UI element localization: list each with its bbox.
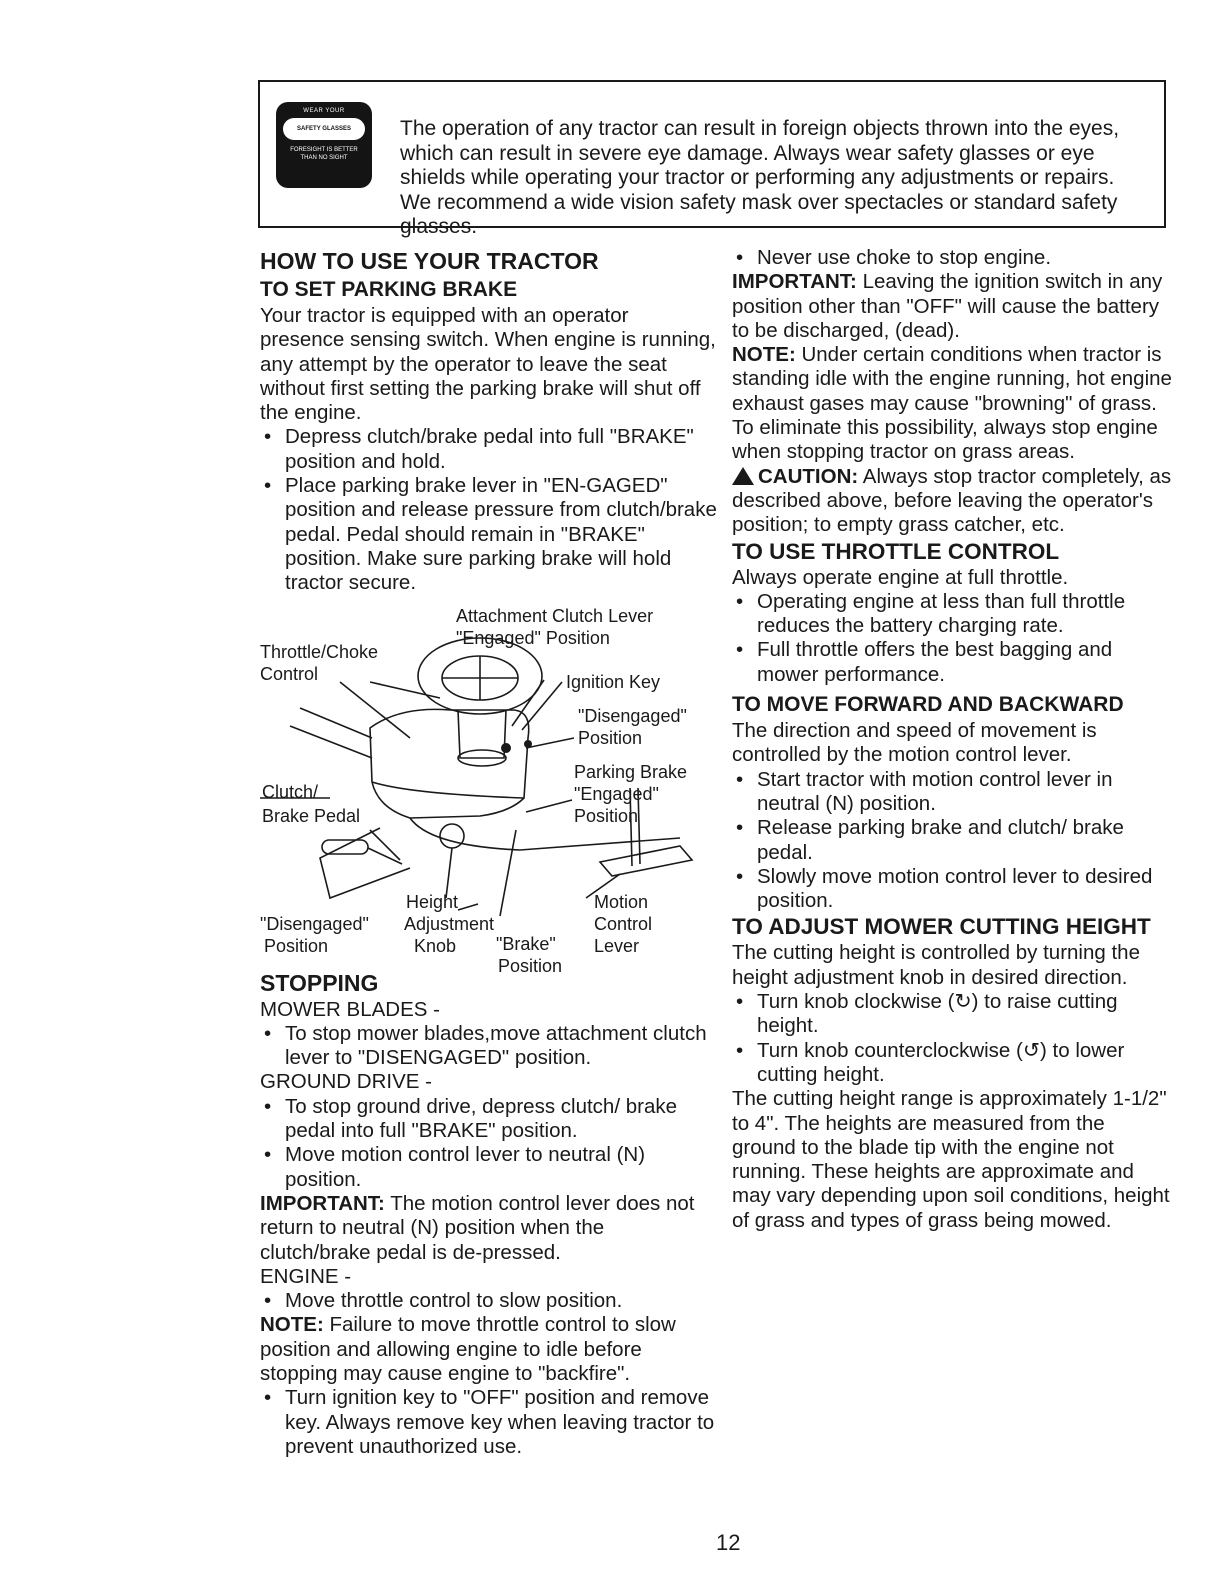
- list-item: • Turn ignition key to "OFF" position and remove key. Always remove key when leaving tractor to prevent unauthorized use.: [260, 1386, 718, 1459]
- list-item: • Never use choke to stop engine.: [732, 246, 1172, 270]
- icon-caption-bottom-line-2: THAN NO SIGHT: [300, 155, 348, 161]
- label-engaged-position: "Engaged" Position: [456, 627, 610, 648]
- list-item: • Turn knob clockwise (↻) to raise cutting height.: [732, 990, 1172, 1039]
- label-ignition-key: Ignition Key: [566, 671, 661, 692]
- safety-glasses-icon: [276, 102, 372, 188]
- ground-drive-steps: [260, 1095, 718, 1192]
- list-item: • Release parking brake and clutch/ brake pedal.: [732, 816, 1172, 865]
- icon-caption-top: WEAR YOUR: [303, 108, 345, 114]
- important-text: Leaving the ignition switch in any position other than "OFF" will cause the battery to be discharged, (dead).: [732, 270, 1163, 342]
- icon-caption-middle: SAFETY GLASSES: [283, 118, 365, 140]
- mower-blades-label: MOWER BLADES -: [260, 997, 440, 1021]
- label-adjustment: Adjustment: [404, 913, 495, 934]
- label-motion-control: Control: [594, 913, 653, 934]
- choke-steps: [732, 246, 1172, 270]
- label-height: Height: [406, 891, 459, 912]
- label-attachment-clutch-lever: Attachment Clutch Lever: [456, 605, 654, 626]
- move-steps: [732, 768, 1172, 914]
- important-note: [732, 270, 1172, 343]
- left-column: [260, 246, 718, 1459]
- engine-note: [260, 1313, 718, 1386]
- label-motion: Motion: [594, 891, 649, 912]
- note-label: NOTE:: [732, 343, 796, 367]
- list-item: • To stop ground drive, depress clutch/ brake pedal into full "BRAKE" position.: [260, 1095, 718, 1144]
- safety-warning-box: [258, 80, 1166, 238]
- ground-drive-label: GROUND DRIVE -: [260, 1070, 432, 1094]
- adjust-height-outro: The cutting height range is approximately 1-1/2" to 4". The heights are measured from the ground to the blade tip with the engine not running. These heights are approximate and may vary depending upon soil conditions, height of grass and types of grass being mowed.: [732, 1087, 1170, 1232]
- label-parking-brake: Parking Brake: [574, 761, 688, 782]
- label-knob: Knob: [414, 935, 457, 956]
- throttle-heading: TO USE THROTTLE CONTROL: [732, 538, 1060, 564]
- label-brake-position: Position: [498, 955, 563, 976]
- list-item: • To stop mower blades,move attachment clutch lever to "DISENGAGED" position.: [260, 1022, 718, 1071]
- caution-note: [732, 465, 1172, 538]
- note-label: NOTE:: [260, 1313, 324, 1337]
- throttle-intro: Always operate engine at full throttle.: [732, 565, 1069, 589]
- list-item: • Full throttle offers the best bagging and mower performance.: [732, 638, 1172, 687]
- engine-label: ENGINE -: [260, 1264, 352, 1288]
- ignition-steps: [260, 1386, 718, 1459]
- note-text: Failure to move throttle control to slow position and allowing engine to idle before stopping may cause engine to "backfire".: [260, 1313, 676, 1386]
- label-control: Control: [260, 663, 319, 684]
- important-label: IMPORTANT:: [732, 270, 857, 294]
- list-item: • Slowly move motion control lever to desired position.: [732, 865, 1172, 914]
- section-title: HOW TO USE YOUR TRACTOR: [260, 248, 599, 274]
- right-column: [732, 246, 1172, 1233]
- list-item: • Depress clutch/brake pedal into full "BRAKE" position and hold.: [260, 425, 718, 474]
- label-bottom-disengaged: "Disengaged": [260, 913, 369, 934]
- parking-brake-heading: TO SET PARKING BRAKE: [260, 278, 518, 301]
- engine-steps: [260, 1289, 718, 1313]
- stopping-heading: STOPPING: [260, 969, 379, 996]
- important-text: The motion control lever does not return to neutral (N) position when the clutch/brake pedal is de-pressed.: [260, 1191, 695, 1264]
- parking-brake-intro: Your tractor is equipped with an operator presence sensing switch. When engine is running, any attempt by the operator to leave the seat without first setting the parking brake will shut off the engine.: [260, 304, 716, 425]
- label-parking-engaged: "Engaged": [574, 783, 659, 804]
- label-clutch: Clutch/: [262, 781, 319, 802]
- icon-caption-bottom: [276, 146, 372, 162]
- adjust-height-intro: The cutting height is controlled by turning the height adjustment knob in desired direction.: [732, 941, 1140, 989]
- browning-note: [732, 343, 1172, 464]
- list-item: • Move motion control lever to neutral (N) position.: [260, 1143, 718, 1192]
- label-disengaged-position: Position: [578, 727, 643, 748]
- tractor-controls-diagram: [260, 598, 718, 976]
- label-brake: "Brake": [496, 933, 556, 954]
- list-item: • Move throttle control to slow position.: [260, 1289, 718, 1313]
- caution-warning-icon: [732, 467, 754, 485]
- caution-text: Always stop tractor completely, as described above, before leaving the operator's position; to empty grass catcher, etc.: [732, 464, 1172, 537]
- page-number: 12: [716, 1530, 741, 1555]
- label-parking-position: Position: [574, 805, 639, 826]
- important-label: IMPORTANT:: [260, 1191, 385, 1215]
- list-item: • Turn knob counterclockwise (↺) to lower cutting height.: [732, 1039, 1172, 1088]
- mower-blades-steps: [260, 1022, 718, 1071]
- adjust-height-steps: [732, 990, 1172, 1087]
- caution-label: CAUTION:: [758, 464, 859, 488]
- label-bottom-position: Position: [264, 935, 329, 956]
- safety-warning-text: The operation of any tractor can result in foreign objects thrown into the eyes, which can result in severe eye damage. Always wear safety glasses or eye shields while operating your tractor or performing any adjustments or repairs. We recommend a wide vision safety mask over spectacles or standard safety glasses.: [400, 117, 1120, 238]
- move-heading: TO MOVE FORWARD AND BACKWARD: [732, 693, 1124, 717]
- label-brake-pedal: Brake Pedal: [262, 805, 361, 826]
- label-throttle-choke: Throttle/Choke: [260, 641, 379, 662]
- note-text: Under certain conditions when tractor is standing idle with the engine running, hot engine exhaust gases may cause "browning" of grass. To eliminate this possibility, always stop engine when stopping tractor on grass areas.: [732, 343, 1172, 464]
- icon-caption-bottom-line-1: FORESIGHT IS BETTER: [290, 147, 358, 153]
- list-item: • Place parking brake lever in "EN-GAGED" position and release pressure from clutch/brake pedal. Pedal should remain in "BRAKE" position. Make sure parking brake will hold tractor secure.: [260, 474, 718, 595]
- label-disengaged: "Disengaged": [578, 705, 687, 726]
- parking-brake-steps: [260, 425, 718, 595]
- adjust-height-heading: TO ADJUST MOWER CUTTING HEIGHT: [732, 914, 1151, 940]
- important-note: [260, 1192, 718, 1265]
- label-lever: Lever: [594, 935, 640, 956]
- move-intro: The direction and speed of movement is controlled by the motion control lever.: [732, 719, 1097, 767]
- list-item: • Start tractor with motion control lever in neutral (N) position.: [732, 768, 1172, 817]
- list-item: • Operating engine at less than full throttle reduces the battery charging rate.: [732, 590, 1172, 639]
- throttle-steps: [732, 590, 1172, 687]
